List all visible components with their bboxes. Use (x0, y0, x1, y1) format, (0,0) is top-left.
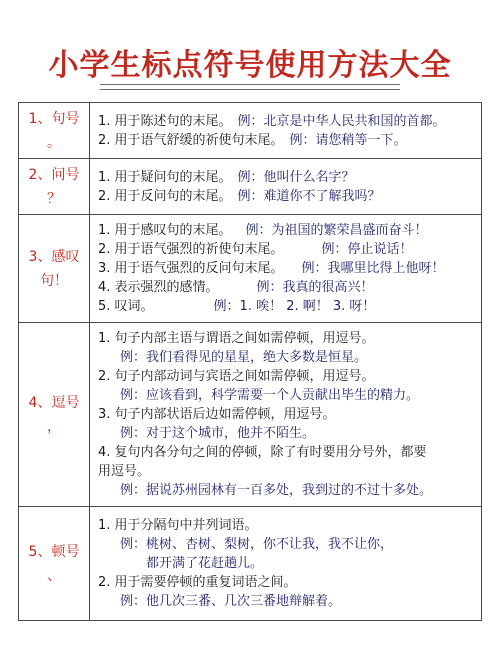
punctuation-name-cell (19, 215, 90, 323)
usage-line (98, 573, 475, 592)
usage-example-text: 例：对于这个城市，他并不陌生。 (120, 426, 316, 441)
usage-example-text: 例：我哪里比得上他呀！ (301, 261, 445, 276)
usage-rule-text: 1. 用于分隔句中并列词语。 (98, 518, 258, 533)
usage-rule-text: 用逗号。 (98, 464, 151, 479)
punctuation-symbol: 。 (47, 134, 61, 151)
usage-example-text: 例：难道你不了解我吗？ (237, 188, 381, 204)
usage-line (98, 516, 475, 535)
usage-line (98, 367, 475, 386)
punctuation-symbol: 句！ (40, 272, 68, 289)
usage-line (98, 443, 475, 462)
usage-example-text: 例：他叫什么名字？ (237, 169, 355, 185)
punctuation-name: 5、顿号 (28, 543, 80, 560)
usage-line (98, 297, 475, 316)
punctuation-row (19, 159, 482, 215)
usage-example-text: 例：据说苏州园林有一百多处，我到过的不过十多处。 (120, 483, 433, 498)
usage-line (98, 592, 475, 611)
usage-line (98, 278, 475, 297)
usage-line (98, 554, 475, 573)
usage-cell (90, 215, 482, 323)
title-divider-bottom (100, 89, 400, 90)
usage-rule-text: 3. 句子内部状语后边如需停顿，用逗号。 (98, 407, 336, 422)
usage-line (98, 462, 475, 481)
usage-cell (90, 159, 482, 215)
usage-example-text: 例：我们看得见的星星，绝大多数是恒星。 (120, 350, 368, 365)
punctuation-name: 2、问号 (28, 166, 80, 183)
usage-rule-text: 2. 句子内部动词与宾语之间如需停顿，用逗号。 (98, 369, 375, 384)
usage-line (98, 240, 475, 259)
punctuation-name-cell (19, 507, 90, 621)
usage-rule-text: 2. 用于语气强烈的祈使句末尾。 (98, 242, 284, 257)
usage-rule-text: 1. 用于疑问句的末尾。 (98, 169, 232, 185)
usage-line (98, 481, 475, 500)
usage-line (98, 348, 475, 367)
usage-example-text: 例：北京是中华人民共和国的首都。 (237, 113, 446, 129)
usage-rule-text: 1. 用于感叹句的末尾。 (98, 223, 232, 238)
punctuation-name-cell (19, 323, 90, 507)
usage-line (98, 424, 475, 443)
punctuation-name: 3、感叹 (28, 248, 80, 265)
usage-rule-text: 3. 用于语气强烈的反问句末尾。 (98, 261, 284, 276)
usage-line (98, 405, 475, 424)
punctuation-symbol: 、 (47, 567, 61, 584)
punctuation-table (18, 102, 482, 621)
usage-line (98, 221, 475, 240)
usage-rule-text: 5. 叹词。 (98, 299, 154, 314)
punctuation-name-cell (19, 159, 90, 215)
usage-line (98, 168, 475, 187)
usage-line (98, 112, 475, 131)
punctuation-row (19, 323, 482, 507)
punctuation-row (19, 215, 482, 323)
punctuation-row (19, 103, 482, 159)
usage-example-text: 例：停止说话！ (321, 242, 413, 257)
usage-rule-text: 4. 表示强烈的感情。 (98, 280, 219, 295)
usage-cell (90, 323, 482, 507)
punctuation-symbol: ， (47, 418, 61, 435)
usage-example-text: 例：桃树、杏树、梨树，你不让我，我不让你， (120, 537, 394, 552)
usage-line (98, 259, 475, 278)
punctuation-name-cell (19, 103, 90, 159)
usage-line (98, 535, 475, 554)
usage-rule-text: 1. 用于陈述句的末尾。 (98, 113, 232, 129)
usage-line (98, 187, 475, 206)
usage-example-text: 例：请您稍等一下。 (289, 132, 407, 148)
usage-line (98, 329, 475, 348)
usage-example-text: 例：他几次三番、几次三番地辩解着。 (120, 594, 342, 609)
usage-line (98, 386, 475, 405)
title-divider-top (100, 84, 400, 85)
usage-cell (90, 103, 482, 159)
usage-rule-text: 4. 复句内各分句之间的停顿，除了有时要用分号外，都要 (98, 445, 427, 460)
usage-cell (90, 507, 482, 621)
usage-example-text: 都开满了花赶趟儿。 (146, 556, 264, 571)
usage-line (98, 131, 475, 150)
usage-example-text: 例：应该看到，科学需要一个人贡献出毕生的精力。 (120, 388, 420, 403)
usage-rule-text: 2. 用于反问句的末尾。 (98, 188, 232, 204)
punctuation-name: 4、逗号 (28, 394, 80, 411)
usage-rule-text: 2. 用于语气舒缓的祈使句末尾。 (98, 132, 284, 148)
page-title: 小学生标点符号使用方法大全 (48, 48, 452, 83)
punctuation-row (19, 507, 482, 621)
usage-rule-text: 1. 句子内部主语与谓语之间如需停顿，用逗号。 (98, 331, 375, 346)
usage-example-text: 例：为祖国的繁荣昌盛而奋斗！ (245, 223, 428, 238)
usage-example-text: 例：1. 唉！ 2. 啊！ 3. 呀！ (213, 299, 376, 314)
punctuation-symbol: ？ (47, 190, 61, 207)
punctuation-name: 1、句号 (28, 110, 80, 127)
usage-example-text: 例：我真的很高兴！ (256, 280, 374, 295)
usage-rule-text: 2. 用于需要停顿的重复词语之间。 (98, 575, 297, 590)
